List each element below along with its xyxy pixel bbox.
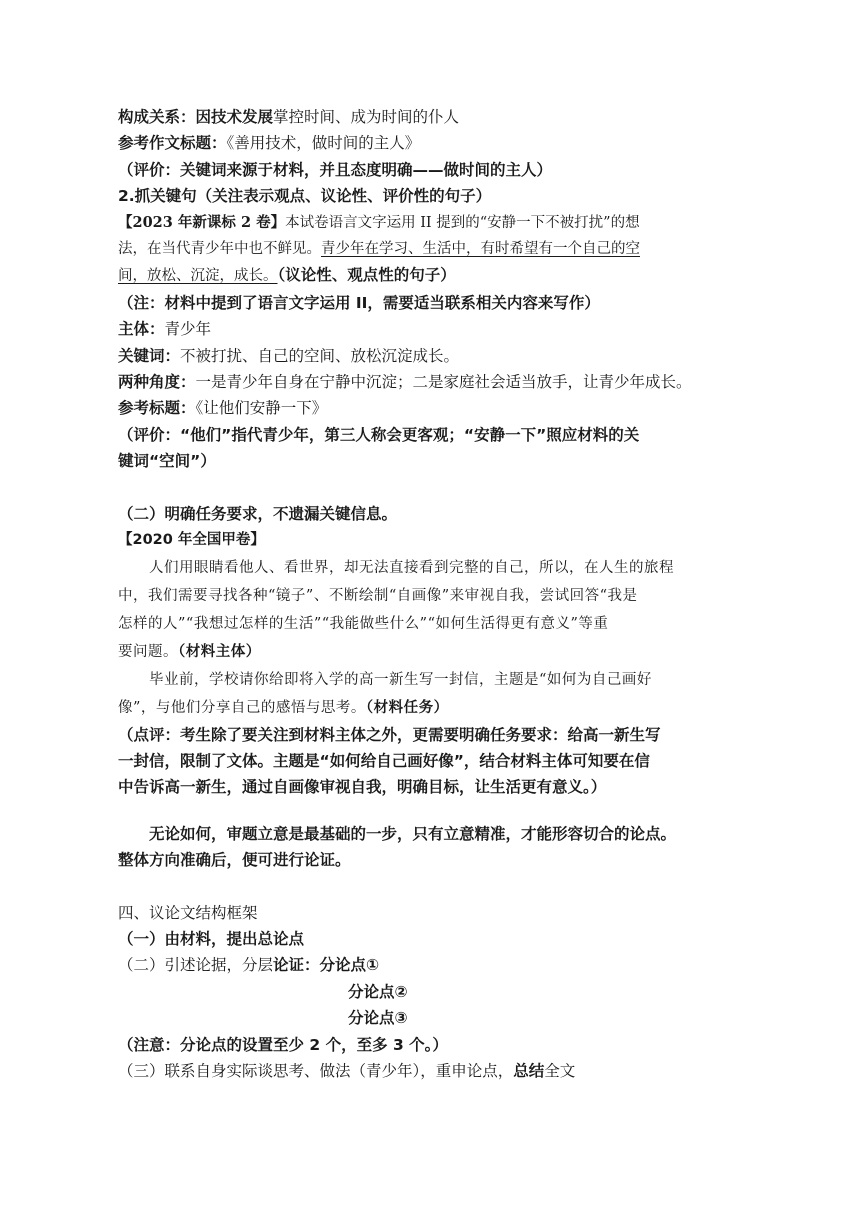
material-2020-line1: 人们用眼睛看他人、看世界，却无法直接看到完整的自己，所以，在人生的旅程 (149, 559, 674, 576)
angles-label: 两种角度： (118, 373, 196, 392)
material-2020-line3: 怎样的人”“我想过怎样的生活”“我能做些什么”“如何生活得更有意义”等重 (118, 615, 609, 632)
spacer (118, 874, 748, 900)
sub-argument-3: 分论点③ (348, 1009, 408, 1028)
comment-line3: 中告诉高一新生，通过自画像审视自我，明确目标，让生活更有意义。） (118, 778, 607, 797)
underlined-sentence: 青少年在学习、生活中，有时希望有一个自己的空 (321, 241, 640, 258)
structure-text: （二）引述论据，分层 (118, 956, 274, 975)
summary-keyword: 总结 (513, 1061, 545, 1080)
material-subject-note: （材料主体） (178, 643, 261, 660)
key-sentence-heading: 2.抓关键句（关注表示观点、议论性、评价性的句子） (118, 187, 492, 206)
ref-title-line (118, 130, 748, 156)
summary-line2: 整体方向准确后，便可进行论证。 (118, 851, 351, 870)
section-4-heading: 四、议论文结构框架 (118, 903, 258, 922)
keywords-text: 不被打扰、自己的空间、放松沉淀成长。 (180, 346, 460, 365)
evaluation-line: （评价：关键词来源于材料，并且态度明确——做时间的主人） (118, 160, 553, 179)
keywords-line (118, 343, 748, 369)
ref-title-label: 参考标题： (118, 399, 196, 418)
task-note: （材料任务） (365, 699, 449, 716)
task-line1: 毕业前，学校请你给即将入学的高一新生写一封信，主题是“如何为自己画好 (149, 671, 652, 688)
ref-title-text: 《善用技术，做时间的主人》 (226, 134, 421, 153)
section-2-heading: （二）明确任务要求，不遗漏关键信息。 (118, 504, 398, 523)
sub-argument-1: 论证：分论点① (273, 956, 380, 975)
subject-line (118, 316, 748, 342)
evaluation-line-2b: 键词“空间”） (118, 452, 216, 471)
spacer (118, 801, 748, 821)
document-page (118, 104, 748, 1084)
ref-title-line-2 (118, 395, 748, 421)
structure-text: （三）联系自身实际谈思考、做法（青少年），重申论点， (118, 1061, 514, 1080)
structure-text: 全文 (544, 1061, 576, 1080)
material-text: 要问题。 (118, 643, 178, 660)
underlined-sentence: 间，放松、沉淀，成长。 (118, 268, 278, 285)
material-text: 本试卷语言文字运用 II 提到的“安静一下不被打扰”的想 (285, 214, 640, 231)
keywords-label: 关键词： (118, 346, 181, 365)
structure-item-2 (118, 952, 748, 978)
sentence-note: （议论性、观点性的句子） (277, 266, 456, 285)
material-2020-line2: 中，我们需要寻找各种“镜子”、不断绘制“自画像”来审视自我，尝试回答“我是 (118, 587, 638, 604)
structure-item-1: （一）由材料，提出总论点 (118, 929, 305, 948)
material-2023-line1 (118, 210, 748, 236)
material-2023-line2 (118, 236, 748, 262)
angles-line (118, 369, 748, 395)
ref-title-text: 《让他们安静一下》 (195, 399, 328, 418)
relation-line (118, 104, 748, 130)
relation-text: 掌控时间、成为时间的仆人 (273, 108, 460, 126)
subject-text: 青少年 (164, 320, 212, 339)
task-line2 (118, 694, 748, 722)
angles-text: 一是青少年自身在宁静中沉淀；二是家庭社会适当放手，让青少年成长。 (195, 373, 692, 392)
exam-tag-2023: 【2023 年新课标 2 卷】 (118, 213, 286, 231)
summary-line1: 无论如何，审题立意是最基础的一步，只有立意精准，才能形容切合的论点。 (149, 824, 677, 843)
evaluation-line-2a: （评价：“他们”指代青少年，第三人称会更客观；“安静一下”照应材料的关 (118, 425, 640, 444)
material-text: 法，在当代青少年中也不鲜见。 (118, 241, 321, 258)
comment-line1: （点评：考生除了要关注到材料主体之外，更需要明确任务要求：给高一新生写 (118, 725, 661, 744)
sub-argument-2: 分论点② (348, 982, 408, 1001)
relation-bold: 因技术发展 (195, 108, 274, 126)
material-2023-line3 (118, 262, 748, 289)
structure-item-3 (118, 1058, 748, 1084)
subject-label: 主体： (118, 320, 165, 339)
relation-label: 构成关系： (118, 108, 196, 126)
structure-note: （注意：分论点的设置至少 2 个，至多 3 个。） (118, 1035, 448, 1054)
note-line: （注：材料中提到了语言文字运用 II，需要适当联系相关内容来写作） (118, 293, 600, 312)
ref-title-label: 参考作文标题： (118, 134, 227, 153)
task-text: 像”，与他们分享自己的感悟与思考。 (118, 699, 366, 716)
comment-line2: 一封信，限制了文体。主题是“如何给自己画好像”，结合材料主体可知要在信 (118, 751, 650, 770)
spacer (118, 475, 748, 501)
exam-tag-2020: 【2020 年全国甲卷】 (118, 532, 265, 549)
material-2020-line4 (118, 638, 748, 666)
